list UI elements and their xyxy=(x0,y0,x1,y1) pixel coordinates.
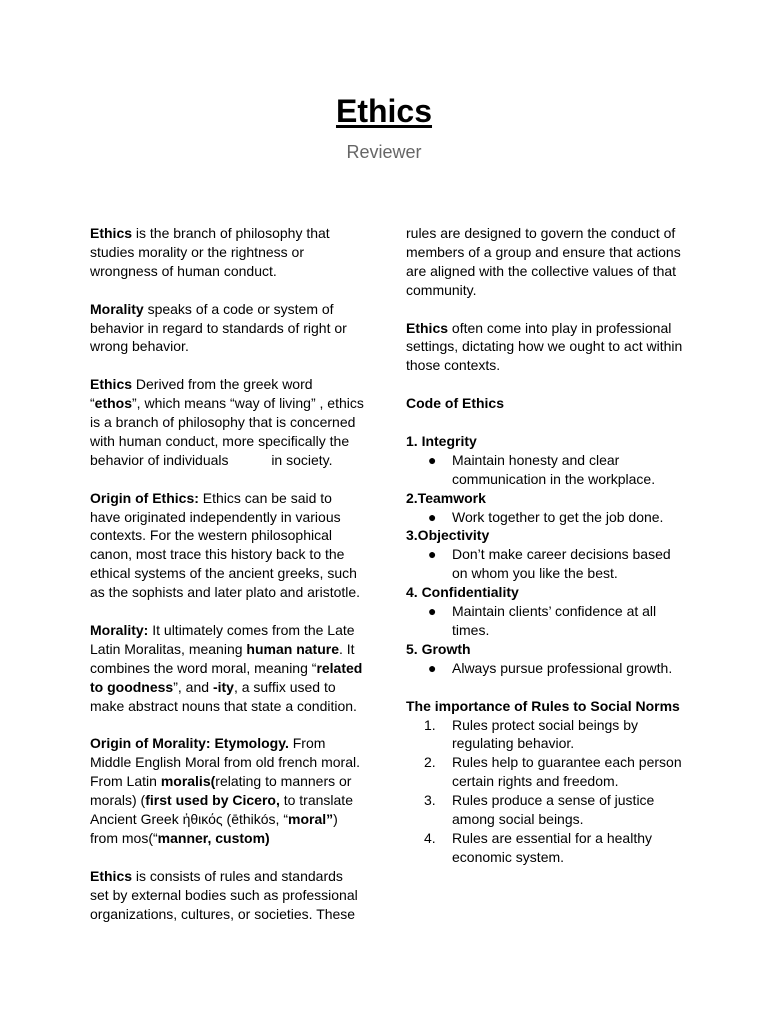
code-heading-integrity: 1. Integrity xyxy=(406,432,477,449)
paragraph-text: to translate Ancient Greek ἠθικός (ēthikós, “ xyxy=(90,792,353,828)
list-item xyxy=(406,716,688,754)
bold-term: human nature xyxy=(246,640,339,657)
list-item-text: Rules produce a sense of justice among social beings. xyxy=(452,792,655,828)
paragraph-text: From Middle English Moral from old french moral. From Latin xyxy=(90,735,360,790)
bold-term: related to goodness xyxy=(90,659,363,695)
list-item xyxy=(406,602,688,640)
paragraph-text: Derived from the greek word “ xyxy=(90,376,317,412)
ethics-definition-paragraph xyxy=(90,224,365,281)
ethics-professional-paragraph xyxy=(406,319,688,376)
term-label: Ethics xyxy=(90,867,133,884)
list-number: 1. xyxy=(424,716,436,733)
bullet-icon: ● xyxy=(428,659,437,676)
term-label: Morality xyxy=(90,300,144,317)
list-item xyxy=(406,829,688,867)
bold-term: -ity xyxy=(212,678,234,695)
bullet-icon: ● xyxy=(428,603,437,620)
paragraph-text: . It combines the word moral, meaning “ xyxy=(90,640,355,676)
term-label: Origin of Morality: Etymology. xyxy=(90,735,289,752)
list-item-text: Don’t make career decisions based on whom you like the best. xyxy=(452,546,671,582)
list-number: 4. xyxy=(424,829,436,846)
bullet-icon: ● xyxy=(428,508,437,525)
paragraph-text: ) from mos(“ xyxy=(90,811,338,846)
list-item-text: Rules help to guarantee each person certain rights and freedom. xyxy=(452,754,682,790)
list-item xyxy=(406,451,688,489)
list-item-text: Work together to get the job done. xyxy=(452,508,664,525)
bullet-icon: ● xyxy=(428,451,437,468)
rules-continuation-paragraph: rules are designed to govern the conduct of members of a group and ensure that actions are aligned with the collective values of that community. xyxy=(406,225,681,298)
term-label: Ethics xyxy=(90,376,133,393)
term-label: Origin of Ethics: xyxy=(90,489,199,506)
term-label: Morality: xyxy=(90,621,149,638)
bullet-icon: ● xyxy=(428,546,437,563)
paragraph-text: ”, and xyxy=(173,678,213,695)
ethics-derivation-paragraph xyxy=(90,375,368,470)
paragraph-text: Ethics can be said to have originated independently in various contexts. For the western philosophical canon, most trace this history back to the ethical systems of the ancient greeks, such as the sophists and later plato and aristotle. xyxy=(90,489,361,601)
origin-of-ethics-paragraph xyxy=(90,489,365,602)
origin-of-morality-paragraph xyxy=(90,734,365,847)
paragraph-text: is consists of rules and standards set by external bodies such as professional organizations, cultures, or societies. These xyxy=(90,867,358,922)
morality-etymology-paragraph xyxy=(90,621,365,716)
list-number: 3. xyxy=(424,792,436,809)
code-heading-confidentiality: 4. Confidentiality xyxy=(406,584,519,601)
list-item-text: Maintain clients’ confidence at all times. xyxy=(452,603,657,638)
paragraph-text: is the branch of philosophy that studies morality or the rightness or wrongness of human conduct. xyxy=(90,225,330,279)
bold-term: moral” xyxy=(288,811,334,828)
bold-term: moralis( xyxy=(160,773,216,790)
document-subtitle: Reviewer xyxy=(346,142,422,162)
morality-definition-paragraph xyxy=(90,300,365,357)
ethics-rules-paragraph xyxy=(90,867,365,924)
paragraph-text: , a suffix used to make abstract nouns that state a condition. xyxy=(90,678,357,714)
paragraph-text: relating to manners or morals) ( xyxy=(90,773,352,809)
left-column xyxy=(90,224,368,923)
list-item-text: Rules are essential for a healthy economic system. xyxy=(452,829,652,865)
code-heading-growth: 5. Growth xyxy=(406,640,471,657)
bold-term: manner, custom) xyxy=(157,829,270,846)
bold-term: first used by Cicero, xyxy=(145,792,280,809)
paragraph-text: ”, which means “way of living” , ethics is a branch of philosophy that is concerned with human conduct, more specifically the behavior of individuals in society. xyxy=(90,395,368,468)
code-heading-objectivity: 3.Objectivity xyxy=(406,527,490,544)
paragraph-text: speaks of a code or system of behavior in regard to standards of right or wrong behavior. xyxy=(90,300,347,355)
list-item-text: Rules protect social beings by regulating behavior. xyxy=(452,716,638,752)
right-column xyxy=(406,224,688,867)
code-of-ethics-heading: Code of Ethics xyxy=(406,395,505,412)
list-item-text: Always pursue professional growth. xyxy=(452,659,673,676)
list-item xyxy=(406,508,688,527)
document-title: Ethics xyxy=(335,93,433,129)
bold-term: ethos xyxy=(94,395,133,412)
list-item xyxy=(406,753,688,791)
term-label: Ethics xyxy=(90,225,133,241)
rules-importance-heading: The importance of Rules to Social Norms xyxy=(406,697,680,714)
term-label: Ethics xyxy=(406,319,449,336)
list-item xyxy=(406,791,688,829)
paragraph-text: It ultimately comes from the Late Latin Moralitas, meaning xyxy=(90,621,355,657)
code-heading-teamwork: 2.Teamwork xyxy=(406,489,486,506)
paragraph-text: often come into play in professional settings, dictating how we ought to act within those contexts. xyxy=(406,319,683,374)
list-number: 2. xyxy=(424,754,436,771)
list-item-text: Maintain honesty and clear communication in the workplace. xyxy=(452,451,656,487)
list-item xyxy=(406,659,688,678)
list-item xyxy=(406,545,688,583)
